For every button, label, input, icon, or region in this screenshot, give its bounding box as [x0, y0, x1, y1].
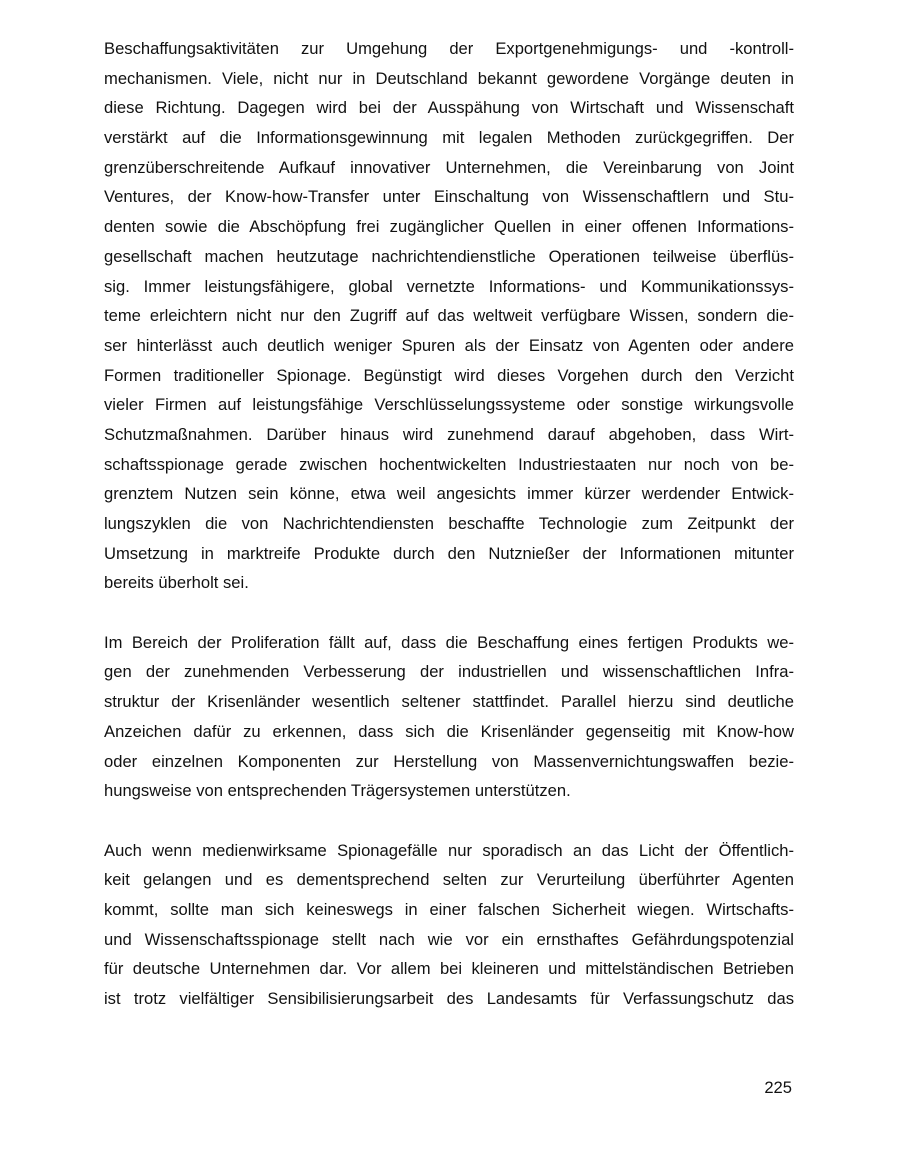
text-line: Im Bereich der Proliferation fällt auf, dass die Beschaffung eines fertigen Produkts we- — [104, 632, 794, 652]
document-body — [104, 34, 794, 1014]
text-line: grenztem Nutzen sein könne, etwa weil angesichts immer kürzer werdender Entwick- — [104, 484, 794, 504]
text-line: hungsweise von entsprechenden Trägersystemen unterstützen. — [104, 781, 571, 801]
text-line: mechanismen. Viele, nicht nur in Deutschland bekannt gewordene Vorgänge deuten in — [104, 68, 794, 88]
text-line: vieler Firmen auf leistungsfähige Verschlüsselungssysteme oder sonstige wirkungsvolle — [104, 395, 794, 415]
text-line: denten sowie die Abschöpfung frei zugänglicher Quellen in einer offenen Informations- — [104, 217, 794, 237]
text-line: Umsetzung in marktreife Produkte durch den Nutznießer der Informationen mitunter — [104, 543, 794, 563]
paragraph-2 — [104, 628, 794, 806]
text-line: sig. Immer leistungsfähigere, global vernetzte Informations- und Kommunikationssys- — [104, 276, 794, 296]
text-line: ist trotz vielfältiger Sensibilisierungsarbeit des Landesamts für Verfassungschutz das — [104, 989, 794, 1008]
text-line: und Wissenschaftsspionage stellt nach wie vor ein ernsthaftes Gefährdungspotenzial — [104, 929, 794, 949]
text-line: grenzüberschreitende Aufkauf innovativer Unternehmen, die Vereinbarung von Joint — [104, 157, 794, 177]
page-number: 225 — [764, 1078, 792, 1097]
text-line: struktur der Krisenländer wesentlich seltener stattfindet. Parallel hierzu sind deutliche — [104, 692, 794, 712]
text-line: bereits überholt sei. — [104, 573, 249, 593]
text-line: für deutsche Unternehmen dar. Vor allem bei kleineren und mittelständischen Betrieben — [104, 959, 794, 979]
text-line: ser hinterlässt auch deutlich weniger Spuren als der Einsatz von Agenten oder andere — [104, 335, 794, 355]
text-line: oder einzelnen Komponenten zur Herstellung von Massenvernichtungswaffen bezie- — [104, 751, 794, 771]
text-line: Formen traditioneller Spionage. Begünstigt wird dieses Vorgehen durch den Verzicht — [104, 365, 794, 385]
text-line: keit gelangen und es dementsprechend selten zur Verurteilung überführter Agenten — [104, 870, 794, 890]
text-line: Anzeichen dafür zu erkennen, dass sich die Krisenländer gegenseitig mit Know-how — [104, 721, 794, 741]
paragraph-1 — [104, 34, 794, 598]
text-line: Ventures, der Know-how-Transfer unter Einschaltung von Wissenschaftlern und Stu- — [104, 187, 794, 207]
text-line: verstärkt auf die Informationsgewinnung mit legalen Methoden zurückgegriffen. Der — [104, 128, 794, 148]
text-line: Schutzmaßnahmen. Darüber hinaus wird zunehmend darauf abgehoben, dass Wirt- — [104, 424, 794, 444]
paragraph-3 — [104, 836, 794, 1014]
text-line: gen der zunehmenden Verbesserung der industriellen und wissenschaftlichen Infra- — [104, 662, 794, 682]
text-line: Auch wenn medienwirksame Spionagefälle nur sporadisch an das Licht der Öffentlich- — [104, 840, 794, 860]
text-line: teme erleichtern nicht nur den Zugriff auf das weltweit verfügbare Wissen, sondern die- — [104, 306, 794, 326]
text-line: lungszyklen die von Nachrichtendiensten beschaffte Technologie zum Zeitpunkt der — [104, 514, 794, 533]
text-line: kommt, sollte man sich keineswegs in einer falschen Sicherheit wiegen. Wirtschafts- — [104, 899, 794, 919]
paragraph-gap — [104, 598, 794, 628]
text-line: Beschaffungsaktivitäten zur Umgehung der Exportgenehmigungs- und -kontroll- — [104, 39, 794, 58]
text-line: schaftsspionage gerade zwischen hochentwickelten Industriestaaten nur noch von be- — [104, 454, 794, 474]
text-line: gesellschaft machen heutzutage nachrichtendienstliche Operationen teilweise überflüs- — [104, 246, 794, 266]
paragraph-gap — [104, 806, 794, 836]
text-line: diese Richtung. Dagegen wird bei der Ausspähung von Wirtschaft und Wissenschaft — [104, 98, 794, 118]
